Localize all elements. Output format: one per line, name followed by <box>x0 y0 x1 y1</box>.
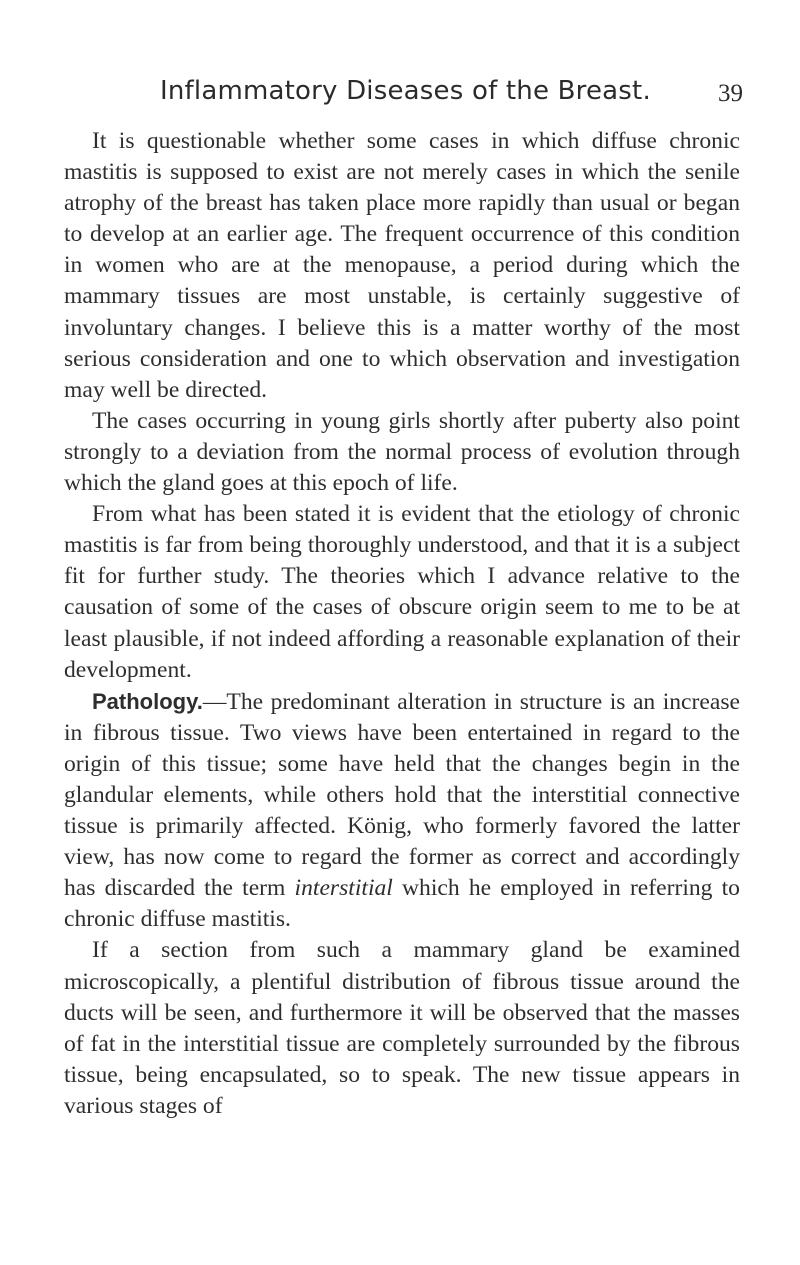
paragraph-senile-atrophy: It is questionable whether some cases in which diffuse chronic mastitis is supposed to exist are not merely cases in which the senile atrophy of the breast has taken place more rapidly than usual or began to develop at an earlier age. The frequent occurrence of this condition in women who are at the menopause, a period during which the mammary tissues are most unstable, is certainly suggestive of involuntary changes. I believe this is a matter worthy of the most serious consideration and one to which observation and investigation may well be directed. <box>64 128 740 403</box>
body-text <box>64 126 740 1122</box>
page-number: 39 <box>718 80 743 107</box>
pathology-text-end: which he employed in referring to chronic diffuse mastitis. <box>64 875 740 933</box>
pathology-text-start: —The predominant alteration in structure is an increase in fibrous tissue. Two views have been entertained in regard to the origin of this tissue; some have held that the changes begin in the glandular elements, while others hold that the interstitial connective tissue is primarily affected. König, who formerly favored the latter view, has now come to regard the former as correct and accordingly has discarded the term <box>64 688 740 902</box>
paragraph-etiology: From what has been stated it is evident that the etiology of chronic mastitis is far from being thoroughly understood, and that it is a subject fit for further study. The theories which I advance relative to the causation of some of the cases of obscure origin seem to me to be at least plausible, if not indeed affording a reasonable explanation of their development. <box>64 501 740 683</box>
section-heading-pathology: Pathology. <box>92 688 203 714</box>
page-header <box>0 76 800 116</box>
paragraph-pathology <box>64 686 740 936</box>
paragraph-microscopy: If a section from such a mammary gland be examined microscopically, a plentiful distribution of fibrous tissue around the ducts will be seen, and furthermore it will be observed that the masses of fat in the interstitial tissue are completely surrounded by the fibrous tissue, being encapsulated, so to speak. The new tissue appears in various stages of <box>64 937 740 1119</box>
paragraph-young-girls: The cases occurring in young girls shortly after puberty also point strongly to a deviation from the normal process of evolution through which the gland goes at this epoch of life. <box>64 407 740 497</box>
italic-term: interstitial <box>294 875 393 902</box>
running-title: Inflammatory Diseases of the Breast. <box>160 76 651 106</box>
